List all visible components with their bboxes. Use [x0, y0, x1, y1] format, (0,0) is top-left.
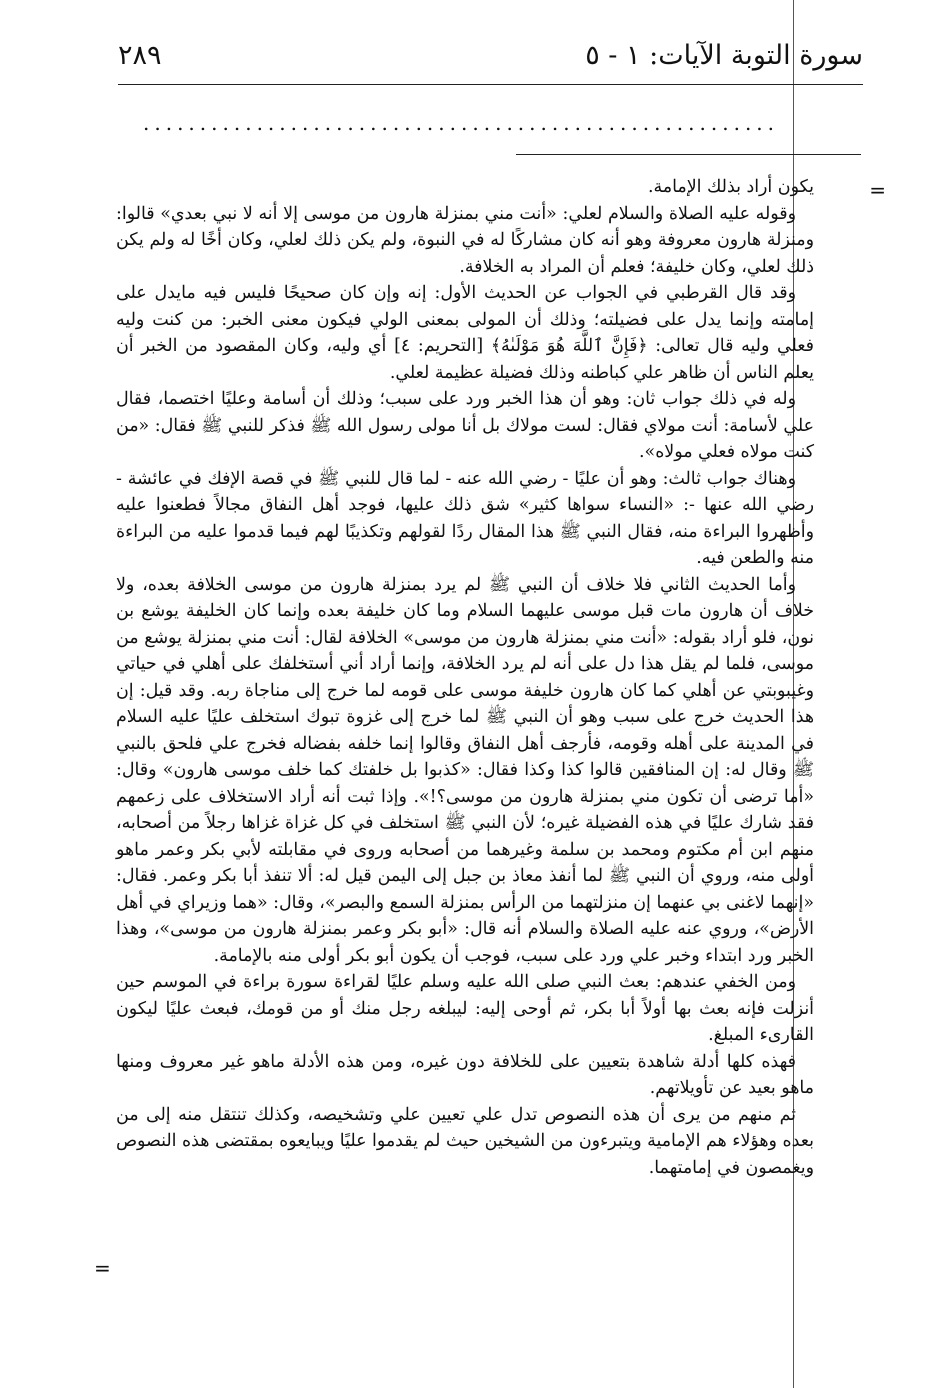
paragraph: فهذه كلها أدلة شاهدة بتعيين على للخلافة دون غيره، ومن هذه الأدلة ماهو غير معروف ومنها ماهو بعيد عن تأويلاتهم.	[116, 1051, 814, 1098]
section-rule	[516, 154, 861, 155]
paragraph: ومن الخفي عندهم: بعث النبي صلى الله عليه وسلم عليًا لقراءة سورة براءة في الموسم حين أنزلت فإنه بعث بها أولاً أبا بكر، ثم أوحى إليه: ليبلغه رجل منك أو من قومك، فبعث عليًا ليكون القارىء المبلغ.	[116, 972, 814, 1045]
header-rule	[118, 84, 863, 85]
paragraph: ثم منهم من يرى أن هذه النصوص تدل علي تعيين علي وتشخيصه، وكذلك تنتقل منه إلى من بعده وهؤلاء هم الإمامية ويتبرءون من الشيخين حيث لم يقدموا عليًا ويبايعوه بمقتضى هذه النصوص ويغمصون في إمامتهما.	[116, 1104, 814, 1178]
paragraph: وهناك جواب ثالث: وهو أن عليًا - رضي الله عنه - لما قال للنبي ﷺ في قصة الإفك في عائشة - رضي الله عنها -: «النساء سواها كثير» شق ذلك عليها، فوجد أهل النفاق مجالاً فطعنوا عليه وأظهروا البراءة منه، فقال النبي ﷺ هذا المقال ردًا لقولهم وتكذيبًا لهم فيما قدموا عليه من البراءة منه والطعن فيه.	[116, 468, 814, 568]
margin-mark-bottom: =	[94, 1256, 111, 1280]
paragraph: وله في ذلك جواب ثان: وهو أن هذا الخبر ورد على سبب؛ وذلك أن أسامة وعليًا اختصما، فقال علي لأسامة: أنت مولاي فقال: لست مولاك بل أنا مولى رسول الله ﷺ فذكر للنبي ﷺ فقال: «من كنت مولاه فعلي مولاه».	[116, 389, 814, 462]
body-text	[116, 174, 814, 1181]
surah-title: سورة التوبة الآيات: ١ - ٥	[585, 40, 863, 71]
paragraph: وقوله عليه الصلاة والسلام لعلي: «أنت مني بمنزلة هارون من موسى إلا أنه لا نبي بعدي» قالوا: ومنزلة هارون معروفة وهو أنه كان مشاركًا له في النبوة، ولم يكن ذلك لعلي، وكان أخًا له ولم يكن ذلك لعلي، وكان خليفة؛ فعلم أن المراد به الخلافة.	[116, 203, 814, 277]
paragraph: وأما الحديث الثاني فلا خلاف أن النبي ﷺ لم يرد بمنزلة هارون من موسى الخلافة بعده، ولا خلاف أن هارون مات قبل موسى عليهما السلام وما كان خليفة بعده وإنما كان الخليفة يوشع بن نون، فلو أراد بقوله: «أنت مني بمنزلة هارون من موسى» الخلافة لقال: أنت مني بمنزلة يوشع من موسى، فلما لم يقل هذا دل على أنه لم يرد الخلافة، وإنما أراد أني أستخلفك على أهلي في حياتي وغيبوبتي عن أهلي كما كان هارون خليفة موسى على قومه لما خرج إلى مناجاة ربه. وقد قيل: إن هذا الحديث خرج على سبب وهو أن النبي ﷺ لما خرج إلى غزوة تبوك استخلف عليًا عليه السلام في المدينة على أهله وقومه، فأرجف أهل النفاق وقالوا إنما خلفه بفضاله فخرج علي فلحق بالنبي ﷺ وقال له: إن المنافقين قالوا كذا وكذا فقال: «كذبوا بل خلفتك كما خلف موسى هارون» وقال: «أما ترضى أن تكون مني بمنزلة هارون من موسى؟!». وإذا ثبت أنه أراد الاستخلاف على زعمهم فقد شارك عليًا في هذه الفضيلة غيره؛ لأن النبي ﷺ استخلف في كل غزاة غزاها رجلاً من أصحابه، منهم ابن أم مكتوم ومحمد بن سلمة وغيرهما من أصحابه وروى في مقابلته لأبي بكر وعمر ماهو أولى منه، وروي أن النبي ﷺ لما أنفذ معاذ بن جبل إلى اليمن قيل له: ألا تنفذ أبا بكر وعمر. فقال: «إنهما لاغنى بي عنهما إن منزلتهما من الرأس بمنزلة السمع والبصر»، وقال: «هما وزيراي في أهل الأرض»، وروي عنه عليه الصلاة والسلام أنه قال: «أبو بكر وعمر بمنزلة هارون من موسى»، وهذا الخبر ورد ابتداء وخبر علي ورد على سبب، فوجب أن يكون أبو بكر أولى منه بالإمامة.	[116, 574, 814, 966]
paragraph: وقد قال القرطبي في الجواب عن الحديث الأول: إنه وإن كان صحيحًا فليس فيه مايدل على إمامته وإنما يدل على فضيلته؛ وذلك أن المولى بمعنى الولي فيكون معنى الخبر: من كنت وليه فعلي وليه قال تعالى: ﴿فَإِنَّ ٱللَّهَ هُوَ مَوْلَىٰهُ﴾ [التحريم: ٤] أي وليه، وكان المقصود من الخبر أن يعلم الناس أن ظاهر علي كباطنه وذلك فضيلة عظيمة لعلي.	[116, 283, 814, 383]
dotted-separator: ........................................................	[143, 113, 780, 133]
running-header	[118, 40, 863, 80]
margin-mark-top: =	[869, 178, 886, 202]
paragraph: يكون أراد بذلك الإمامة.	[647, 177, 814, 197]
page-number: ٢٨٩	[118, 40, 162, 71]
